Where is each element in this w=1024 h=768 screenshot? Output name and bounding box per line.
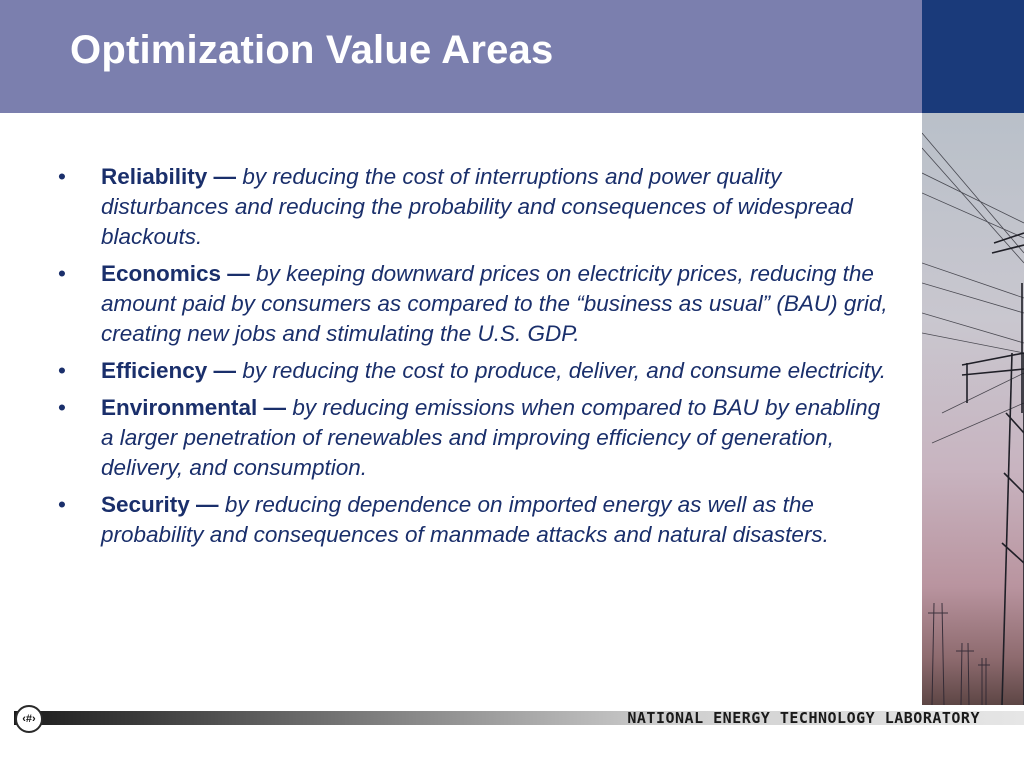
bullet-term: Economics — (101, 261, 250, 286)
bullet-description: by reducing the cost of interruptions and power quality disturbances and reducing the probability and consequences of widespread blackouts. (101, 164, 853, 249)
transmission-towers-image (922, 113, 1024, 705)
bullet-icon: • (58, 492, 66, 517)
bullet-environmental (58, 393, 898, 483)
organization-logo-text: NATIONAL ENERGY TECHNOLOGY LABORATORY (627, 709, 980, 727)
bullet-term: Security — (101, 492, 219, 517)
bullet-efficiency (58, 356, 898, 386)
value-areas-list (58, 162, 898, 550)
bullet-description: by reducing the cost to produce, deliver, and consume electricity. (242, 358, 886, 383)
bullet-icon: • (58, 395, 66, 420)
bullet-icon: • (58, 261, 66, 286)
bullet-term: Efficiency — (101, 358, 237, 383)
bullet-reliability (58, 162, 898, 252)
bullet-security (58, 490, 898, 550)
bullet-term: Reliability — (101, 164, 237, 189)
bullet-content (58, 162, 898, 557)
corner-accent-block (922, 0, 1024, 113)
bullet-description: by reducing dependence on imported energy as well as the probability and consequences of manmade attacks and natural disasters. (101, 492, 829, 547)
bullet-description: by keeping downward prices on electricity prices, reducing the amount paid by consumers as compared to the “business as usual” (BAU) grid, creating new jobs and stimulating the U.S. GDP. (101, 261, 888, 346)
bullet-term: Environmental — (101, 395, 287, 420)
bullet-economics (58, 259, 898, 349)
bullet-icon: • (58, 358, 66, 383)
title-bar (0, 0, 922, 113)
bullet-icon: • (58, 164, 66, 189)
power-lines-photo (922, 113, 1024, 705)
bullet-description: by reducing emissions when compared to BAU by enabling a larger penetration of renewables and improving efficiency of generation, delivery, and consumption. (101, 395, 881, 480)
page-number-badge: ‹#› (15, 705, 43, 733)
slide-title: Optimization Value Areas (70, 28, 554, 72)
